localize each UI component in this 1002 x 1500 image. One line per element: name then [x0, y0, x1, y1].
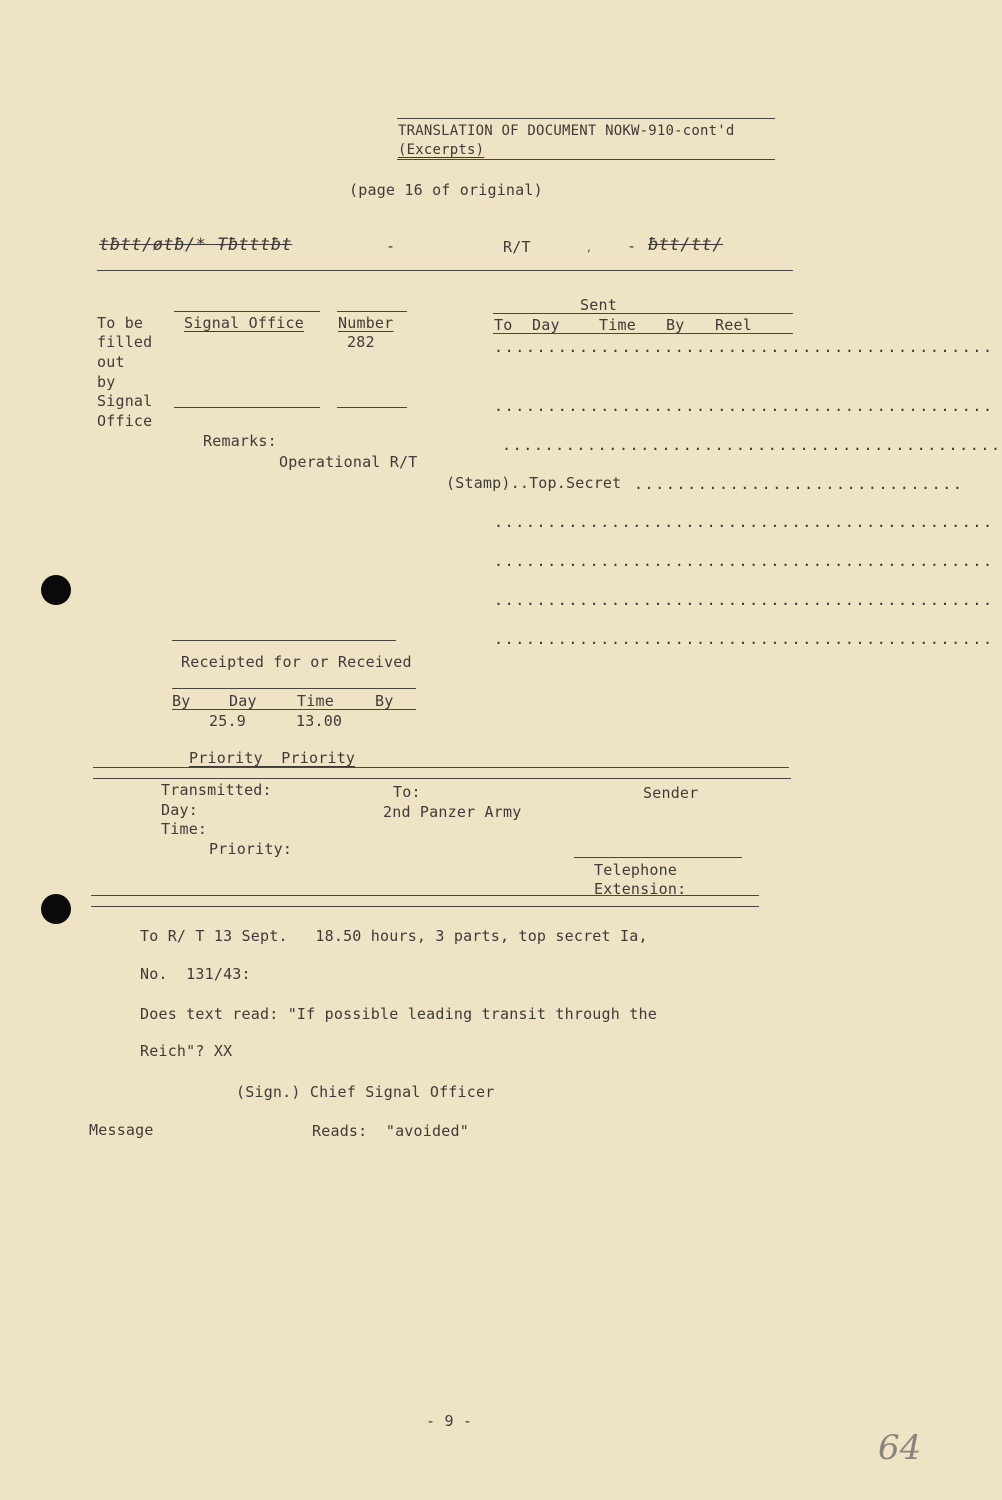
sent-col-reel: Reel	[715, 316, 752, 334]
priority-label: Priority:	[209, 840, 293, 858]
dash-left: -	[386, 237, 396, 255]
number-rule-top	[337, 311, 407, 312]
lower-rule-2	[91, 906, 759, 907]
dotted-line-8: ...............................................	[494, 630, 994, 648]
page-number: - 9 -	[426, 1412, 473, 1430]
comma-mark: ,	[586, 243, 593, 254]
side-label-5: Signal	[97, 392, 153, 410]
side-label-1: To be	[97, 314, 144, 332]
to-label: To:	[393, 783, 421, 801]
page-note: (page 16 of original)	[349, 181, 543, 199]
dotted-line-5: ...............................................	[494, 513, 994, 531]
struck-text-right: ƀŧŧ/ŧŧ/	[648, 235, 724, 255]
sent-col-to: To	[494, 316, 513, 334]
document-title: TRANSLATION OF DOCUMENT NOKW-910-cont'd	[398, 123, 735, 139]
document-subtitle: (Excerpts)	[398, 142, 485, 158]
punch-hole-top	[41, 575, 71, 605]
struck-text-left: ŧƀŧŧ/øŧƀ/* Ŧƀŧŧŧƀŧ	[99, 235, 293, 255]
signal-office-rule-top	[174, 311, 320, 312]
received-time: 13.00	[296, 712, 343, 730]
message-label: Message	[89, 1121, 154, 1139]
sent-title: Sent	[580, 296, 617, 314]
received-col-day: Day	[229, 692, 257, 710]
received-col-by-2: By	[375, 692, 394, 710]
rt-label: R/T	[503, 238, 531, 256]
received-rule-top	[172, 640, 396, 641]
received-col-time: Time	[297, 692, 334, 710]
received-rule-mid	[172, 688, 416, 689]
side-label-6: Office	[97, 412, 153, 430]
message-line-3: Does text read: "If possible leading transit through the	[140, 1005, 657, 1023]
sent-col-time: Time	[599, 316, 636, 334]
dotted-line-4: ...............................	[634, 475, 964, 493]
time-label: Time:	[161, 820, 208, 838]
header-bottom-rule	[397, 159, 775, 160]
day-label: Day:	[161, 801, 198, 819]
message-line-4: Reich"? XX	[140, 1042, 233, 1060]
dotted-line-1: ...............................................	[494, 338, 994, 356]
dash-right: -	[627, 237, 637, 255]
number-rule-bottom	[337, 407, 407, 408]
sent-col-day: Day	[532, 316, 560, 334]
stamp-top-secret: (Stamp)..Top.Secret	[446, 474, 622, 492]
received-col-by: By	[172, 692, 191, 710]
lower-rule-1	[91, 895, 759, 896]
number-value: 282	[347, 333, 375, 351]
received-rule-bottom	[172, 709, 416, 710]
sent-rule-bottom	[493, 333, 793, 334]
sender-label: Sender	[643, 784, 699, 802]
received-day: 25.9	[209, 712, 246, 730]
number-label: Number	[338, 314, 394, 332]
reads-line: Reads: "avoided"	[312, 1122, 469, 1140]
handwritten-number: 64	[878, 1428, 922, 1468]
received-title: Receipted for or Received	[181, 653, 412, 671]
transmitted-label: Transmitted:	[161, 781, 272, 799]
side-label-3: out	[97, 353, 125, 371]
header-top-rule	[397, 118, 775, 119]
side-label-2: filled	[97, 333, 153, 351]
dotted-line-2: ...............................................	[494, 397, 994, 415]
signature-line: (Sign.) Chief Signal Officer	[236, 1083, 495, 1101]
side-label-4: by	[97, 373, 116, 391]
sent-rule-top	[493, 313, 793, 314]
priority-labels: Priority Priority	[189, 749, 356, 767]
message-line-2: No. 131/43:	[140, 965, 251, 983]
signal-office-rule-bottom	[174, 407, 320, 408]
signal-office-label: Signal Office	[184, 314, 304, 332]
dotted-line-6: ...............................................	[494, 552, 994, 570]
dotted-line-7: ...............................................	[494, 591, 994, 609]
remarks-label: Remarks:	[203, 432, 277, 450]
message-line-1: To R/ T 13 Sept. 18.50 hours, 3 parts, top secret Ia,	[140, 927, 648, 945]
punch-hole-bottom	[41, 894, 71, 924]
dotted-line-3: ...............................................	[502, 436, 1002, 454]
middle-rule-1	[93, 767, 789, 768]
to-value: 2nd Panzer Army	[383, 803, 522, 821]
remarks-value: Operational R/T	[279, 453, 418, 471]
top-rule	[97, 270, 793, 271]
sent-col-by: By	[666, 316, 685, 334]
extension-label: Extension:	[594, 880, 687, 898]
telephone-label: Telephone	[594, 861, 678, 879]
middle-rule-2	[93, 778, 791, 779]
sender-rule	[574, 857, 742, 858]
